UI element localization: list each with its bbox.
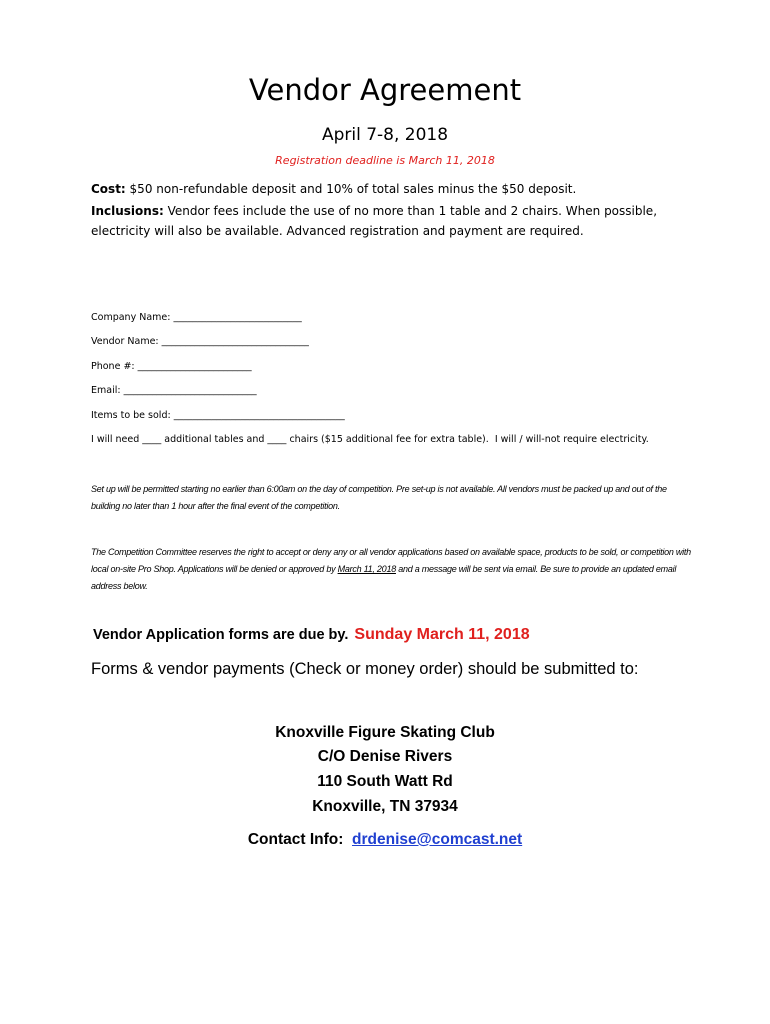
committee-note [91,544,691,595]
document-title: Vendor Agreement [248,73,522,107]
registration-deadline: Registration deadline is March 11, 2018 [275,154,495,167]
address-line-city: Knoxville, TN 37934 [312,798,458,815]
setup-note: Set up will be permitted starting no earlier than 6:00am on the day of competition. Pre set-up is not available. All vendors must be packed up and out of the building no later than 1 hour after the final event of the competition. [91,484,667,511]
event-date: April 7-8, 2018 [321,125,449,145]
items-field[interactable]: Items to be sold: ____________________________________ [91,410,345,421]
cost-text: $50 non-refundable deposit and 10% of total sales minus the $50 deposit. [125,182,577,196]
company-name-field[interactable]: Company Name: ___________________________ [91,312,302,323]
committee-note-text-after: and a message will be sent via email. Be sure to provide an updated email address below. [91,564,677,591]
vendor-name-field[interactable]: Vendor Name: _______________________________ [91,336,309,347]
due-line [93,625,530,645]
email-field[interactable]: Email: ____________________________ [91,385,257,396]
address-line-care-of: C/O Denise Rivers [317,748,453,765]
committee-note-text-before: The Competition Committee reserves the right to accept or deny any or all vendor applications based on available space, products to be sold, or competition with local on-site Pro Shop. Applications will be denied or approved by [91,547,691,574]
submission-instructions: Forms & vendor payments (Check or money order) should be submitted to: [91,660,639,678]
committee-note-date: March 11, 2018 [337,564,396,574]
contact-line [0,828,770,852]
inclusions-label: Inclusions: [91,204,164,218]
contact-label: Contact Info: [247,831,344,848]
cost-label: Cost: [91,182,126,196]
contact-email-link[interactable]: drdenise@comcast.net [352,831,523,848]
address-line-street: 110 South Watt Rd [317,773,453,790]
cost-paragraph [91,179,691,199]
tables-chairs-field[interactable]: I will need ____ additional tables and ____ chairs ($15 additional fee for extra table). I will / will-not require electricity. [91,434,649,445]
address-line-club: Knoxville Figure Skating Club [275,724,495,741]
phone-field[interactable]: Phone #: ________________________ [91,361,252,372]
due-date: Sunday March 11, 2018 [354,626,530,643]
inclusions-paragraph [91,201,691,241]
inclusions-text: Vendor fees include the use of no more than 1 table and 2 chairs. When possible, electricity will also be available. Advanced registration and payment are required. [91,204,658,238]
due-label: Vendor Application forms are due by. [93,627,349,643]
